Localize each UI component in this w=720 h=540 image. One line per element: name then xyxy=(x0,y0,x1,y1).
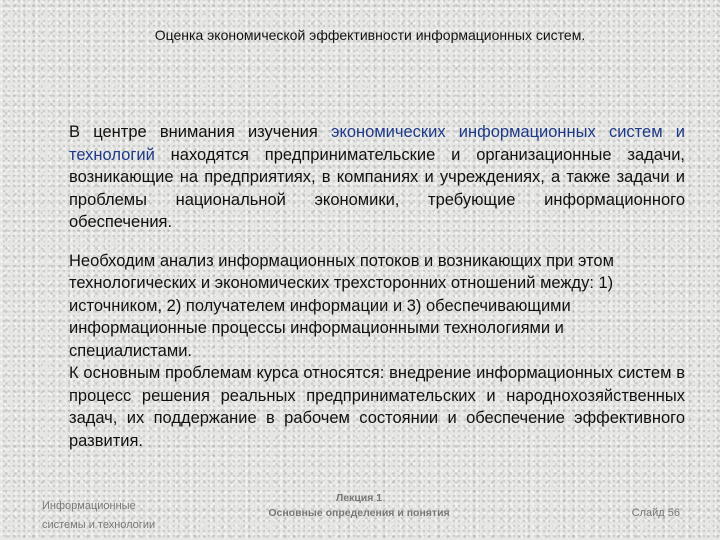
footer-lecture-number: Лекция 1 xyxy=(335,492,383,504)
highlighted-term: экономических информационных систем и технологий xyxy=(69,123,685,164)
footer-lecture-info xyxy=(250,491,468,521)
paragraph-intro-start: В центре внимания изучения xyxy=(69,123,332,141)
paragraph-intro xyxy=(69,121,685,234)
footer-slide-number: Слайд 56 xyxy=(631,507,680,519)
paragraph-intro-end: находятся предпринимательские и организационные задачи, возникающие на предприятиях, в компаниях и учреждениях, а также задачи и проблемы национальной экономики, требующие информационного обеспечения. xyxy=(69,145,685,231)
paragraph-spacer xyxy=(69,234,685,250)
footer-course-name: Информационные системы и технологии xyxy=(42,500,156,531)
footer-lecture-topic: Основные определения и понятия xyxy=(268,507,450,519)
slide-title: Оценка экономической эффективности информационных систем. xyxy=(154,27,586,43)
paragraph-problems: К основным проблемам курса относятся: внедрение информационных систем в процесс решения реальных предпринимательских и народнохозяйственных задач, их поддержание в рабочем состоянии и обеспечение эффективного развития. xyxy=(69,364,685,450)
slide-body xyxy=(69,121,685,452)
paragraph-analysis: Необходим анализ информационных потоков и возникающих при этом технологических и экономических трехсторонних отношений между: 1) источником, 2) получателем информации и 3) обеспечивающими информационные процессы информационными технологиями и специалистами. xyxy=(69,251,614,360)
